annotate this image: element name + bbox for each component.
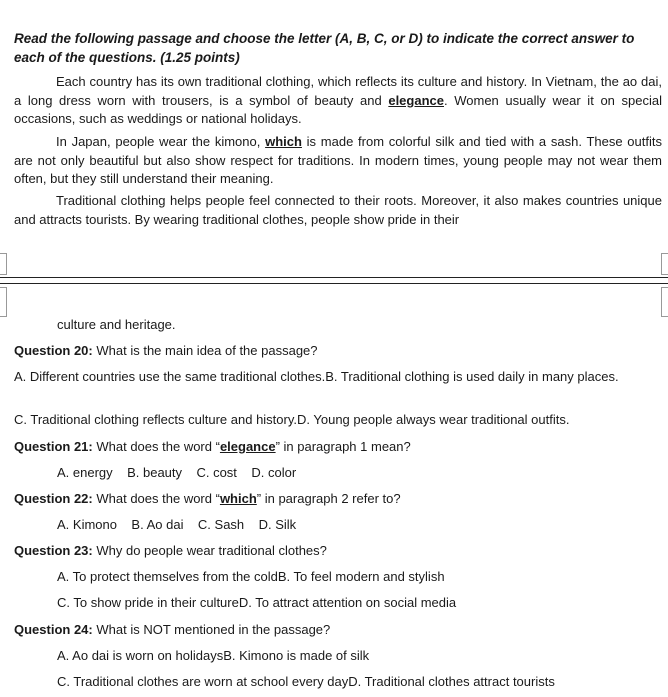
question-21: Question 21: What does the word “elegance” in paragraph 1 mean? bbox=[14, 439, 411, 454]
question-22-options: A. Kimono B. Ao dai C. Sash D. Silk bbox=[57, 517, 297, 532]
question-22: Question 22: What does the word “which” in paragraph 2 refer to? bbox=[14, 491, 401, 506]
question-24-options-line-2: C. Traditional clothes are worn at school every dayD. Traditional clothes attract tourists bbox=[57, 674, 555, 689]
question-20: Question 20: What is the main idea of the passage? bbox=[14, 343, 318, 358]
instructions: Read the following passage and choose the letter (A, B, C, or D) to indicate the correct answer to each of the questions. (1.25 points) bbox=[14, 31, 635, 65]
underlined-word-which: which bbox=[265, 134, 302, 149]
page-break-line-bottom bbox=[0, 283, 668, 284]
question-23-options-line-2: C. To show pride in their cultureD. To attract attention on social media bbox=[57, 595, 457, 610]
question-24-options-line-1: A. Ao dai is worn on holidaysB. Kimono is made of silk bbox=[57, 648, 370, 663]
page-break-line-top bbox=[0, 277, 668, 278]
passage-paragraph-2: In Japan, people wear the kimono, which is made from colorful silk and tied with a sash. These outfits are not only beautiful but also show respect for traditions. In modern times, young people may not wear them often, but they still understand their meaning. bbox=[14, 134, 662, 186]
question-20-options-line-1: A. Different countries use the same traditional clothes.B. Traditional clothing is used daily in many places. bbox=[14, 369, 619, 384]
underlined-word-elegance: elegance bbox=[388, 92, 444, 108]
question-21-options: A. energy B. beauty C. cost D. color bbox=[57, 465, 297, 480]
passage-paragraph-1: Each country has its own traditional clothing, which reflects its culture and history. In Vietnam, the ao dai, a long dress worn with trousers, is a symbol of beauty and elegance. Women usually wear it on special occasions, such as weddings or national holidays. bbox=[14, 74, 662, 126]
page-edge-bracket-left-bottom bbox=[0, 287, 7, 317]
page-edge-bracket-right-bottom bbox=[661, 287, 668, 317]
passage-paragraph-3: Traditional clothing helps people feel connected to their roots. Moreover, it also makes countries unique and attracts tourists. By wearing traditional clothes, people show pride in their bbox=[14, 193, 662, 227]
page-edge-bracket-right-top bbox=[661, 253, 668, 275]
passage-paragraph-3-continued: culture and heritage. bbox=[57, 317, 176, 332]
question-23-options-line-1: A. To protect themselves from the coldB. To feel modern and stylish bbox=[57, 569, 445, 584]
page-edge-bracket-left-top bbox=[0, 253, 7, 275]
question-24: Question 24: What is NOT mentioned in the passage? bbox=[14, 622, 331, 637]
question-20-options-line-2: C. Traditional clothing reflects culture and history.D. Young people always wear traditional outfits. bbox=[14, 412, 570, 427]
question-23: Question 23: Why do people wear traditional clothes? bbox=[14, 543, 327, 558]
